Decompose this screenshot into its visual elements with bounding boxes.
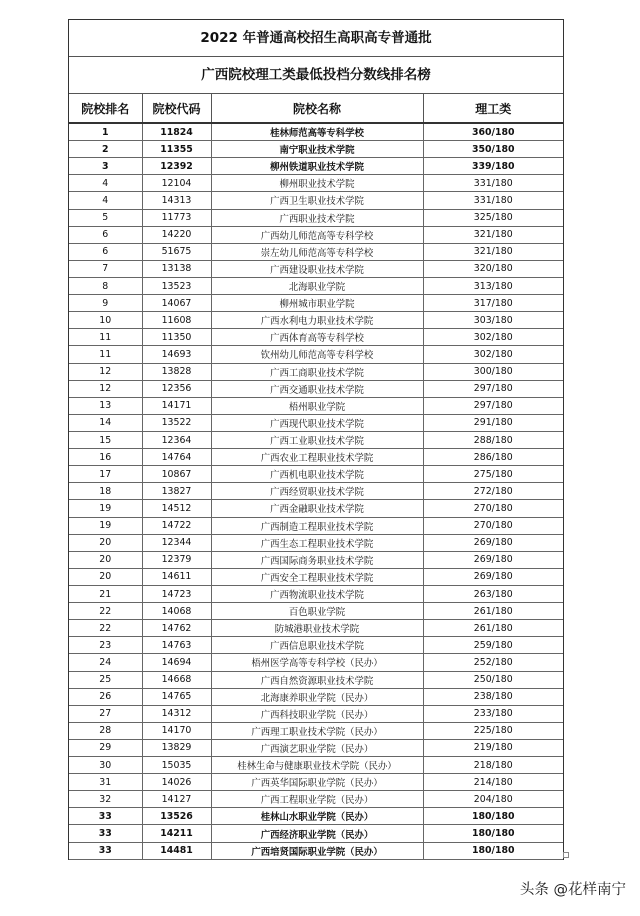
table-row (69, 175, 563, 192)
rank-cell: 12 (69, 380, 142, 397)
rank-cell: 12 (69, 363, 142, 380)
code-cell: 14026 (142, 774, 211, 791)
score-cell: 286/180 (423, 449, 563, 466)
rank-cell: 13 (69, 397, 142, 414)
score-cell: 297/180 (423, 380, 563, 397)
table-row (69, 551, 563, 568)
score-cell: 321/180 (423, 226, 563, 243)
rank-cell: 28 (69, 722, 142, 739)
school-name-cell: 广西工程职业学院（民办） (211, 791, 423, 808)
school-name-cell: 崇左幼儿师范高等专科学校 (211, 243, 423, 260)
rank-cell: 19 (69, 500, 142, 517)
table-row (69, 329, 563, 346)
school-name-cell: 广西信息职业技术学院 (211, 637, 423, 654)
school-name-cell: 广西理工职业技术学院（民办） (211, 722, 423, 739)
rank-cell: 4 (69, 192, 142, 209)
school-name-cell: 广西工业职业技术学院 (211, 431, 423, 448)
code-cell: 14170 (142, 722, 211, 739)
table-body (69, 123, 563, 859)
score-cell: 313/180 (423, 277, 563, 294)
rank-cell: 20 (69, 551, 142, 568)
rank-cell: 22 (69, 603, 142, 620)
code-cell: 14171 (142, 397, 211, 414)
rank-cell: 21 (69, 585, 142, 602)
table-row (69, 363, 563, 380)
header-code: 院校代码 (142, 94, 211, 123)
code-cell: 12344 (142, 534, 211, 551)
table-header-row (69, 94, 563, 123)
score-cell: 261/180 (423, 603, 563, 620)
header-school-name: 院校名称 (211, 94, 423, 123)
table-row (69, 466, 563, 483)
score-cell: 225/180 (423, 722, 563, 739)
table-row (69, 534, 563, 551)
school-name-cell: 钦州幼儿师范高等专科学校 (211, 346, 423, 363)
school-name-cell: 梧州职业学院 (211, 397, 423, 414)
rank-cell: 1 (69, 123, 142, 141)
code-cell: 14127 (142, 791, 211, 808)
rank-cell: 16 (69, 449, 142, 466)
table-row (69, 500, 563, 517)
table-row (69, 774, 563, 791)
score-sheet (68, 19, 564, 860)
school-name-cell: 南宁职业技术学院 (211, 141, 423, 158)
school-name-cell: 广西自然资源职业技术学院 (211, 671, 423, 688)
rank-cell: 22 (69, 620, 142, 637)
rank-cell: 27 (69, 705, 142, 722)
rank-cell: 5 (69, 209, 142, 226)
table-row (69, 654, 563, 671)
table-row (69, 483, 563, 500)
code-cell: 14068 (142, 603, 211, 620)
table-row (69, 243, 563, 260)
code-cell: 14668 (142, 671, 211, 688)
rank-cell: 24 (69, 654, 142, 671)
table-row (69, 414, 563, 431)
rank-cell: 29 (69, 739, 142, 756)
school-name-cell: 广西经贸职业技术学院 (211, 483, 423, 500)
table-row (69, 141, 563, 158)
table-corner-marker (563, 852, 569, 858)
code-cell: 12356 (142, 380, 211, 397)
score-cell: 339/180 (423, 158, 563, 175)
score-cell: 269/180 (423, 568, 563, 585)
rank-cell: 3 (69, 158, 142, 175)
code-cell: 11773 (142, 209, 211, 226)
table-row (69, 568, 563, 585)
rank-cell: 20 (69, 534, 142, 551)
header-rank: 院校排名 (69, 94, 142, 123)
code-cell: 14313 (142, 192, 211, 209)
score-cell: 300/180 (423, 363, 563, 380)
code-cell: 13828 (142, 363, 211, 380)
table-row (69, 585, 563, 602)
school-name-cell: 柳州职业技术学院 (211, 175, 423, 192)
score-cell: 275/180 (423, 466, 563, 483)
code-cell: 13138 (142, 260, 211, 277)
table-row (69, 791, 563, 808)
school-name-cell: 广西卫生职业技术学院 (211, 192, 423, 209)
school-name-cell: 桂林师范高等专科学校 (211, 123, 423, 141)
rank-cell: 19 (69, 517, 142, 534)
table-row (69, 671, 563, 688)
score-cell: 270/180 (423, 500, 563, 517)
score-cell: 259/180 (423, 637, 563, 654)
code-cell: 14765 (142, 688, 211, 705)
document-title: 2022 年普通高校招生高职高专普通批 (69, 20, 563, 57)
table-row (69, 842, 563, 859)
table-row (69, 705, 563, 722)
rank-cell: 6 (69, 226, 142, 243)
score-cell: 320/180 (423, 260, 563, 277)
code-cell: 14481 (142, 842, 211, 859)
code-cell: 11355 (142, 141, 211, 158)
school-name-cell: 广西安全工程职业技术学院 (211, 568, 423, 585)
table-row (69, 295, 563, 312)
code-cell: 14067 (142, 295, 211, 312)
school-name-cell: 北海康养职业学院（民办） (211, 688, 423, 705)
rank-cell: 10 (69, 312, 142, 329)
table-row (69, 603, 563, 620)
rank-cell: 20 (69, 568, 142, 585)
school-name-cell: 广西经济职业学院（民办） (211, 825, 423, 842)
code-cell: 15035 (142, 757, 211, 774)
watermark: 头条 @花样南宁 (519, 882, 626, 898)
rank-cell: 8 (69, 277, 142, 294)
code-cell: 13827 (142, 483, 211, 500)
score-cell: 250/180 (423, 671, 563, 688)
table-row (69, 431, 563, 448)
code-cell: 51675 (142, 243, 211, 260)
table-row (69, 620, 563, 637)
code-cell: 11350 (142, 329, 211, 346)
table-row (69, 346, 563, 363)
table-row (69, 808, 563, 825)
score-cell: 180/180 (423, 842, 563, 859)
school-name-cell: 广西国际商务职业技术学院 (211, 551, 423, 568)
table-row (69, 312, 563, 329)
school-name-cell: 北海职业学院 (211, 277, 423, 294)
school-name-cell: 广西水利电力职业技术学院 (211, 312, 423, 329)
score-cell: 238/180 (423, 688, 563, 705)
school-name-cell: 桂林山水职业学院（民办） (211, 808, 423, 825)
score-cell: 303/180 (423, 312, 563, 329)
score-cell: 219/180 (423, 739, 563, 756)
school-name-cell: 广西交通职业技术学院 (211, 380, 423, 397)
rank-cell: 4 (69, 175, 142, 192)
code-cell: 14723 (142, 585, 211, 602)
score-cell: 218/180 (423, 757, 563, 774)
school-name-cell: 广西英华国际职业学院（民办） (211, 774, 423, 791)
code-cell: 12392 (142, 158, 211, 175)
rank-cell: 14 (69, 414, 142, 431)
school-name-cell: 梧州医学高等专科学校（民办） (211, 654, 423, 671)
school-name-cell: 广西科技职业学院（民办） (211, 705, 423, 722)
code-cell: 13829 (142, 739, 211, 756)
table-row (69, 825, 563, 842)
table-row (69, 517, 563, 534)
score-cell: 331/180 (423, 192, 563, 209)
ranking-table (69, 94, 563, 860)
code-cell: 14211 (142, 825, 211, 842)
score-cell: 297/180 (423, 397, 563, 414)
code-cell: 14694 (142, 654, 211, 671)
score-cell: 261/180 (423, 620, 563, 637)
school-name-cell: 广西金融职业技术学院 (211, 500, 423, 517)
score-cell: 325/180 (423, 209, 563, 226)
school-name-cell: 广西建设职业技术学院 (211, 260, 423, 277)
code-cell: 14611 (142, 568, 211, 585)
rank-cell: 33 (69, 825, 142, 842)
code-cell: 14722 (142, 517, 211, 534)
school-name-cell: 广西幼儿师范高等专科学校 (211, 226, 423, 243)
rank-cell: 2 (69, 141, 142, 158)
score-cell: 350/180 (423, 141, 563, 158)
code-cell: 12364 (142, 431, 211, 448)
school-name-cell: 广西制造工程职业技术学院 (211, 517, 423, 534)
code-cell: 14764 (142, 449, 211, 466)
rank-cell: 25 (69, 671, 142, 688)
score-cell: 269/180 (423, 534, 563, 551)
rank-cell: 9 (69, 295, 142, 312)
score-cell: 317/180 (423, 295, 563, 312)
code-cell: 14512 (142, 500, 211, 517)
code-cell: 14762 (142, 620, 211, 637)
rank-cell: 15 (69, 431, 142, 448)
rank-cell: 26 (69, 688, 142, 705)
school-name-cell: 防城港职业技术学院 (211, 620, 423, 637)
school-name-cell: 广西物流职业技术学院 (211, 585, 423, 602)
score-cell: 180/180 (423, 825, 563, 842)
table-row (69, 226, 563, 243)
score-cell: 263/180 (423, 585, 563, 602)
table-row (69, 158, 563, 175)
school-name-cell: 广西培贤国际职业学院（民办） (211, 842, 423, 859)
school-name-cell: 广西生态工程职业技术学院 (211, 534, 423, 551)
code-cell: 14763 (142, 637, 211, 654)
table-row (69, 757, 563, 774)
code-cell: 13523 (142, 277, 211, 294)
score-cell: 288/180 (423, 431, 563, 448)
table-row (69, 380, 563, 397)
school-name-cell: 广西演艺职业学院（民办） (211, 739, 423, 756)
score-cell: 269/180 (423, 551, 563, 568)
table-row (69, 739, 563, 756)
header-score: 理工类 (423, 94, 563, 123)
school-name-cell: 柳州城市职业学院 (211, 295, 423, 312)
rank-cell: 18 (69, 483, 142, 500)
score-cell: 204/180 (423, 791, 563, 808)
code-cell: 13526 (142, 808, 211, 825)
rank-cell: 32 (69, 791, 142, 808)
school-name-cell: 广西农业工程职业技术学院 (211, 449, 423, 466)
score-cell: 233/180 (423, 705, 563, 722)
code-cell: 14312 (142, 705, 211, 722)
document-subtitle: 广西院校理工类最低投档分数线排名榜 (69, 57, 563, 94)
table-row (69, 688, 563, 705)
school-name-cell: 柳州铁道职业技术学院 (211, 158, 423, 175)
score-cell: 214/180 (423, 774, 563, 791)
code-cell: 12379 (142, 551, 211, 568)
rank-cell: 11 (69, 329, 142, 346)
school-name-cell: 百色职业学院 (211, 603, 423, 620)
score-cell: 321/180 (423, 243, 563, 260)
table-row (69, 449, 563, 466)
score-cell: 272/180 (423, 483, 563, 500)
score-cell: 360/180 (423, 123, 563, 141)
table-row (69, 260, 563, 277)
school-name-cell: 广西工商职业技术学院 (211, 363, 423, 380)
score-cell: 302/180 (423, 329, 563, 346)
rank-cell: 23 (69, 637, 142, 654)
rank-cell: 6 (69, 243, 142, 260)
code-cell: 14693 (142, 346, 211, 363)
score-cell: 331/180 (423, 175, 563, 192)
table-row (69, 397, 563, 414)
code-cell: 11824 (142, 123, 211, 141)
table-row (69, 123, 563, 141)
rank-cell: 7 (69, 260, 142, 277)
school-name-cell: 广西现代职业技术学院 (211, 414, 423, 431)
table-row (69, 209, 563, 226)
rank-cell: 30 (69, 757, 142, 774)
rank-cell: 17 (69, 466, 142, 483)
score-cell: 252/180 (423, 654, 563, 671)
rank-cell: 31 (69, 774, 142, 791)
code-cell: 10867 (142, 466, 211, 483)
school-name-cell: 广西职业技术学院 (211, 209, 423, 226)
table-row (69, 277, 563, 294)
code-cell: 12104 (142, 175, 211, 192)
rank-cell: 33 (69, 808, 142, 825)
school-name-cell: 广西机电职业技术学院 (211, 466, 423, 483)
table-row (69, 192, 563, 209)
school-name-cell: 桂林生命与健康职业技术学院（民办） (211, 757, 423, 774)
code-cell: 14220 (142, 226, 211, 243)
rank-cell: 33 (69, 842, 142, 859)
table-row (69, 637, 563, 654)
score-cell: 302/180 (423, 346, 563, 363)
school-name-cell: 广西体育高等专科学校 (211, 329, 423, 346)
score-cell: 270/180 (423, 517, 563, 534)
code-cell: 11608 (142, 312, 211, 329)
score-cell: 291/180 (423, 414, 563, 431)
rank-cell: 11 (69, 346, 142, 363)
score-cell: 180/180 (423, 808, 563, 825)
table-row (69, 722, 563, 739)
code-cell: 13522 (142, 414, 211, 431)
